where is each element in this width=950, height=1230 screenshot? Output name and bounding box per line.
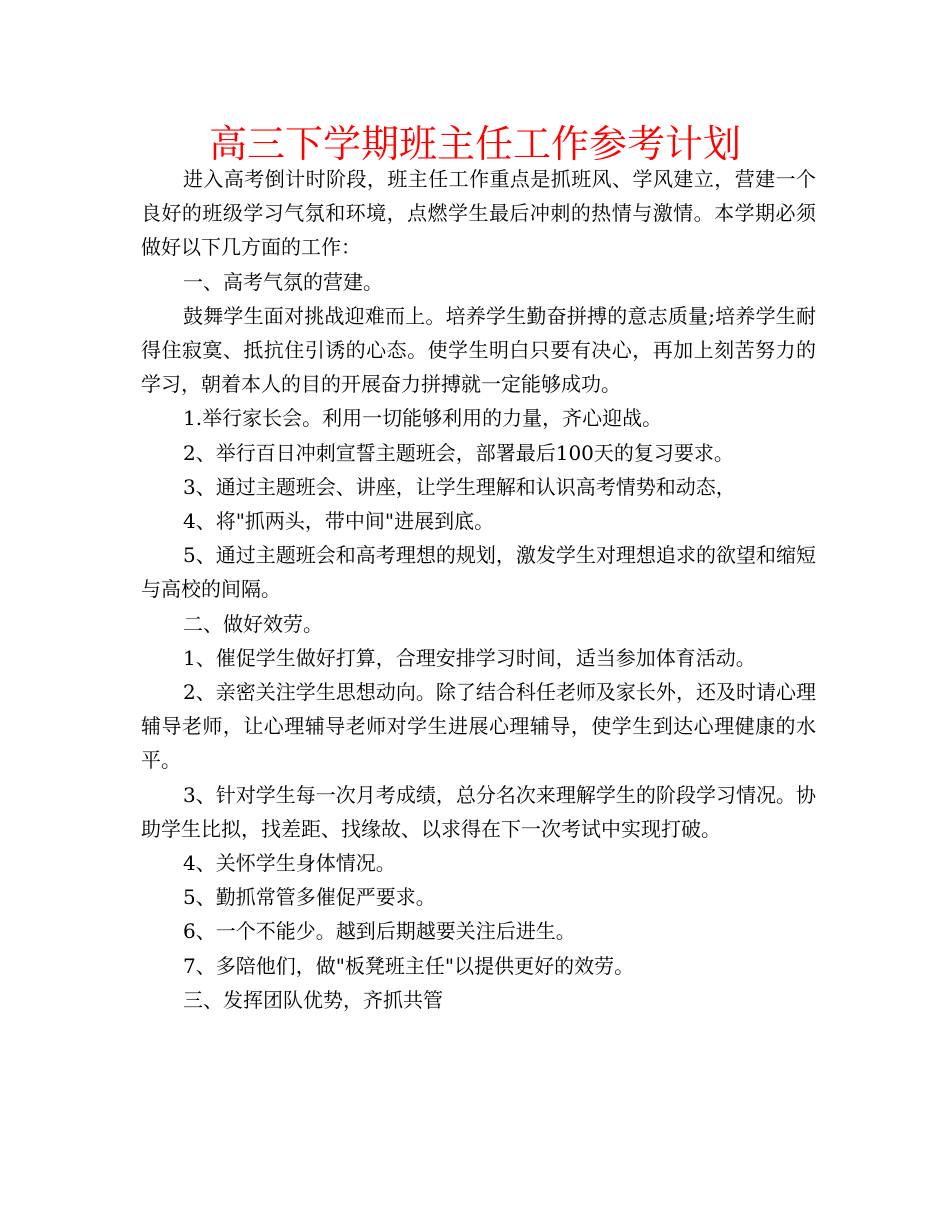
list-item: 3、通过主题班会、讲座，让学生理解和认识高考情势和动态， <box>183 474 736 499</box>
list-item: 7、多陪他们，做"板凳班主任"以提供更好的效劳。 <box>183 953 635 978</box>
list-item: 6、一个不能少。越到后期越要关注后进生。 <box>183 919 576 944</box>
list-item: 2、亲密关注学生思想动向。除了结合科任老师及家长外，还及时请心理辅导老师，让心理辅导老师对学生进展心理辅导，使学生到达心理健康的水平。 <box>141 680 816 773</box>
heading-section-1: 一、高考气氛的营建。 <box>183 269 383 294</box>
page-title: 高三下学期班主任工作参考计划 <box>208 122 741 166</box>
list-item: 4、将"抓两头，带中间"进展到底。 <box>183 509 495 534</box>
document-body <box>141 162 816 1017</box>
list-item: 1、催促学生做好打算，合理安排学习时间，适当参加体育活动。 <box>183 645 756 670</box>
paragraph-intro: 进入高考倒计时阶段，班主任工作重点是抓班风、学风建立，营建一个良好的班级学习气氛和环境，点燃学生最后冲刺的热情与激情。本学期必须做好以下几方面的工作： <box>141 167 816 260</box>
list-item: 2、举行百日冲刺宣誓主题班会，部署最后100天的复习要求。 <box>183 440 734 465</box>
list-item: 4、关怀学生身体情况。 <box>183 851 396 876</box>
heading-section-3: 三、发挥团队优势，齐抓共管 <box>183 987 443 1012</box>
heading-section-2: 二、做好效劳。 <box>183 611 323 636</box>
list-item: 5、勤抓常管多催促严要求。 <box>183 885 436 910</box>
list-item: 5、通过主题班会和高考理想的规划，激发学生对理想追求的欲望和缩短与高校的间隔。 <box>141 543 816 602</box>
list-item: 1.举行家长会。利用一切能够利用的力量，齐心迎战。 <box>183 406 663 431</box>
list-item: 3、针对学生每一次月考成绩，总分名次来理解学生的阶段学习情况。协助学生比拟，找差距、找缘故、以求得在下一次考试中实现打破。 <box>141 782 816 841</box>
paragraph-section-1: 鼓舞学生面对挑战迎难而上。培养学生勤奋拼搏的意志质量;培养学生耐得住寂寞、抵抗住引诱的心态。使学生明白只要有决心，再加上刻苦努力的学习，朝着本人的目的开展奋力拼搏就一定能够成功。 <box>141 303 816 397</box>
